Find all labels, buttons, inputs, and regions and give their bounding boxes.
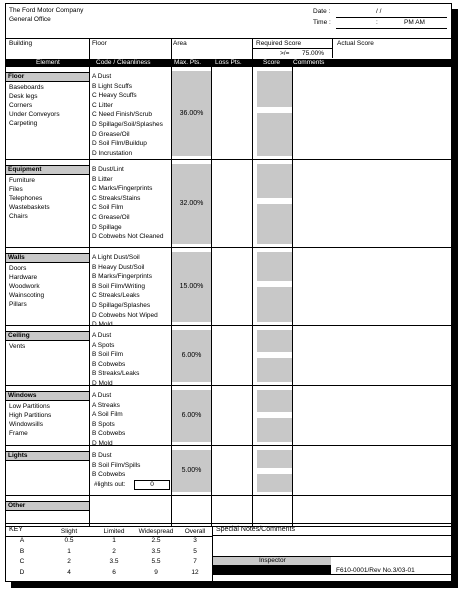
key-value: 0.5: [64, 537, 74, 544]
inspector-line: [212, 556, 452, 557]
key-value: 1: [67, 547, 71, 555]
floor-label: Floor: [92, 40, 107, 47]
code-item: D Cobwebs Not Cleaned: [92, 233, 164, 241]
section-title: Equipment: [6, 165, 89, 175]
section-other: [6, 496, 452, 524]
max-points-value: 32.00%: [179, 200, 204, 207]
time-label: Time :: [313, 19, 331, 26]
code-item: A Dust: [92, 392, 112, 399]
max-points-cell: [172, 450, 211, 492]
element-item: Wainscoting: [9, 292, 45, 299]
max-points-cell: [172, 71, 211, 156]
code-item: D Spillage: [92, 223, 122, 231]
code-item: B Soil Film/Writing: [92, 282, 145, 290]
element-item: Desk legs: [9, 93, 38, 100]
code-item: B Dust/Lint: [92, 166, 124, 173]
section-divider: [6, 523, 452, 524]
code-item: D Mold: [92, 440, 113, 447]
code-item: D Spillage/Splashes: [92, 302, 151, 309]
max-points-cell: [172, 390, 211, 442]
notes-title-line: [212, 535, 452, 536]
score-gap: [257, 281, 292, 287]
max-points-cell: [172, 252, 211, 322]
element-item: Baseboards: [9, 84, 44, 91]
pm-am-indicator: PM AM: [404, 19, 425, 26]
element-item: Doors: [9, 265, 27, 272]
key-value: 12: [191, 568, 199, 576]
col-code: Code / Cleanliness: [96, 59, 151, 66]
code-item: A Spots: [92, 341, 115, 349]
building-label: Building: [9, 40, 33, 47]
required-score-divider: [252, 48, 332, 49]
score-cell[interactable]: [257, 330, 292, 382]
code-item: B Dust: [92, 452, 112, 459]
key-value: 5.5: [151, 558, 161, 565]
element-item: Files: [9, 186, 23, 193]
max-points-value: 6.00%: [181, 352, 202, 359]
inspection-form: [5, 3, 452, 582]
inspector-label-cell: [213, 556, 331, 565]
key-grade: A: [19, 537, 25, 544]
code-item: A Soil Film: [92, 411, 123, 419]
info-top-line: [6, 38, 452, 39]
key-header-slight: Slight: [60, 528, 78, 535]
inspector-black-cell: [213, 565, 331, 574]
date-label: Date :: [313, 8, 331, 15]
code-item: B Marks/Fingerprints: [92, 273, 152, 281]
notes-title: Special Notes/Comments: [216, 526, 295, 533]
max-points-cell: [172, 164, 211, 244]
code-item: B Soil Film: [92, 351, 124, 359]
key-header-widespread: Widespread: [138, 528, 174, 535]
date-slashes: / /: [376, 8, 382, 15]
score-cell[interactable]: [257, 252, 292, 322]
code-item: A Dust: [92, 73, 112, 80]
element-item: Hardware: [9, 274, 38, 281]
section-ceiling: [6, 326, 452, 386]
code-item: A Dust: [92, 332, 112, 339]
section-title: Other: [6, 501, 89, 511]
sections-area: [6, 67, 452, 527]
element-item: Under Conveyors: [9, 111, 60, 118]
col-max: Max. Pts.: [174, 59, 202, 66]
code-item: B Soil Film/Spills: [92, 461, 141, 469]
lights-out-value[interactable]: 0: [134, 480, 170, 490]
key-value: 2.5: [151, 537, 161, 544]
element-item: Furniture: [9, 177, 36, 184]
time-line[interactable]: [336, 28, 447, 29]
score-cell[interactable]: [257, 71, 292, 156]
code-item: B Litter: [92, 175, 113, 183]
column-header-bar: [6, 59, 452, 67]
section-equipment: [6, 160, 452, 248]
key-title: KEY: [9, 526, 24, 533]
max-points-value: 36.00%: [179, 109, 204, 117]
key-header-limited: Limited: [103, 528, 125, 535]
key-grade: B: [19, 547, 25, 555]
key-table: [6, 537, 212, 581]
score-cell[interactable]: [257, 390, 292, 442]
score-cell[interactable]: [257, 450, 292, 492]
lights-out-label: #lights out:: [94, 481, 126, 488]
element-item: Carpeting: [9, 120, 38, 127]
required-score-value: 75.00%: [302, 50, 325, 57]
element-item: Frame: [9, 430, 28, 437]
max-points-value: 6.00%: [181, 412, 202, 419]
key-value: 1: [112, 537, 116, 544]
col-line-info: [332, 38, 333, 58]
code-item: C Streaks/Stains: [92, 194, 141, 202]
score-gap: [257, 198, 292, 204]
code-item: B Cobwebs: [92, 360, 126, 368]
company-name: The Ford Motor Company: [9, 7, 84, 14]
section-title: Windows: [6, 391, 89, 401]
date-line: [336, 17, 447, 18]
max-points-value: 5.00%: [181, 467, 202, 474]
max-points-cell: [172, 330, 211, 382]
section-lights: [6, 446, 452, 496]
key-value: 3.5: [109, 558, 119, 565]
form-number: F610-0001/Rev No.3/03-01: [336, 567, 415, 574]
section-floor: [6, 67, 452, 160]
gte-symbol: >/=: [280, 50, 290, 57]
code-item: C Marks/Fingerprints: [92, 185, 153, 193]
code-item: B Light Scuffs: [92, 82, 132, 90]
score-cell[interactable]: [257, 164, 292, 244]
code-item: B Heavy Dust/Soil: [92, 263, 145, 271]
time-separator: :: [376, 19, 378, 26]
element-item: Windowsills: [9, 421, 43, 428]
section-title: Ceiling: [6, 331, 89, 341]
key-grade: D: [19, 568, 25, 576]
key-value: 5: [193, 547, 197, 555]
actual-score-label: Actual Score: [337, 40, 374, 47]
section-title: Walls: [6, 253, 89, 263]
code-item: C Soil Film: [92, 204, 124, 212]
code-item: D Mold: [92, 380, 113, 387]
code-item: B Streaks/Leaks: [92, 370, 140, 378]
key-grade: C: [19, 558, 25, 565]
code-item: D Grease/Oil: [92, 130, 130, 138]
col-element: Element: [36, 59, 60, 66]
key-header-overall: Overall: [184, 528, 206, 535]
code-item: C Heavy Scuffs: [92, 92, 137, 100]
key-value: 4: [67, 568, 71, 576]
element-item: Pillars: [9, 301, 27, 308]
section-windows: [6, 386, 452, 446]
office-name: General Office: [9, 16, 51, 23]
code-item: C Grease/Oil: [92, 214, 130, 221]
required-score-label: Required Score: [256, 40, 302, 47]
code-item: C Streaks/Leaks: [92, 292, 140, 300]
code-item: A Light Dust/Soil: [92, 254, 140, 261]
score-gap: [257, 468, 292, 474]
element-item: Corners: [9, 102, 33, 109]
element-item: Wastebaskets: [9, 204, 50, 211]
element-item: Vents: [9, 343, 26, 350]
inspector-label: Inspector: [259, 557, 286, 564]
section-walls: [6, 248, 452, 329]
key-value: 6: [112, 568, 116, 576]
code-item: B Cobwebs: [92, 471, 126, 479]
key-value: 7: [193, 558, 197, 565]
code-item: D Spillage/Soil/Splashes: [92, 121, 163, 128]
code-item: B Spots: [92, 420, 115, 428]
element-item: High Partitions: [9, 412, 52, 419]
score-gap: [257, 107, 292, 113]
key-value: 2: [67, 558, 71, 565]
key-value: 2: [112, 547, 116, 555]
key-value: 3: [193, 537, 197, 544]
col-loss: Loss Pts.: [215, 59, 242, 66]
bottom-line: [212, 574, 452, 575]
code-item: D Mold: [92, 321, 113, 329]
score-gap: [257, 352, 292, 358]
code-item: D Cobwebs Not Wiped: [92, 311, 158, 319]
col-comments: Comments: [293, 59, 325, 66]
code-item: C Need Finish/Scrub: [92, 111, 152, 119]
section-title: Lights: [6, 451, 89, 461]
element-item: Woodwork: [9, 283, 40, 290]
col-score: Score: [263, 59, 280, 66]
code-item: B Cobwebs: [92, 430, 126, 438]
max-points-value: 15.00%: [179, 283, 204, 290]
element-item: Chairs: [9, 213, 28, 220]
element-item: Low Partitions: [9, 403, 50, 410]
code-item: D Incrustation: [92, 149, 133, 157]
section-title: Floor: [6, 72, 89, 82]
key-value: 9: [154, 568, 158, 576]
element-item: Telephones: [9, 195, 43, 202]
code-item: A Streaks: [92, 401, 120, 409]
score-gap: [257, 412, 292, 418]
code-item: D Soil Film/Buildup: [92, 140, 147, 148]
area-label: Area: [173, 40, 187, 47]
code-item: C Litter: [92, 101, 113, 109]
key-value: 3.5: [151, 547, 161, 555]
